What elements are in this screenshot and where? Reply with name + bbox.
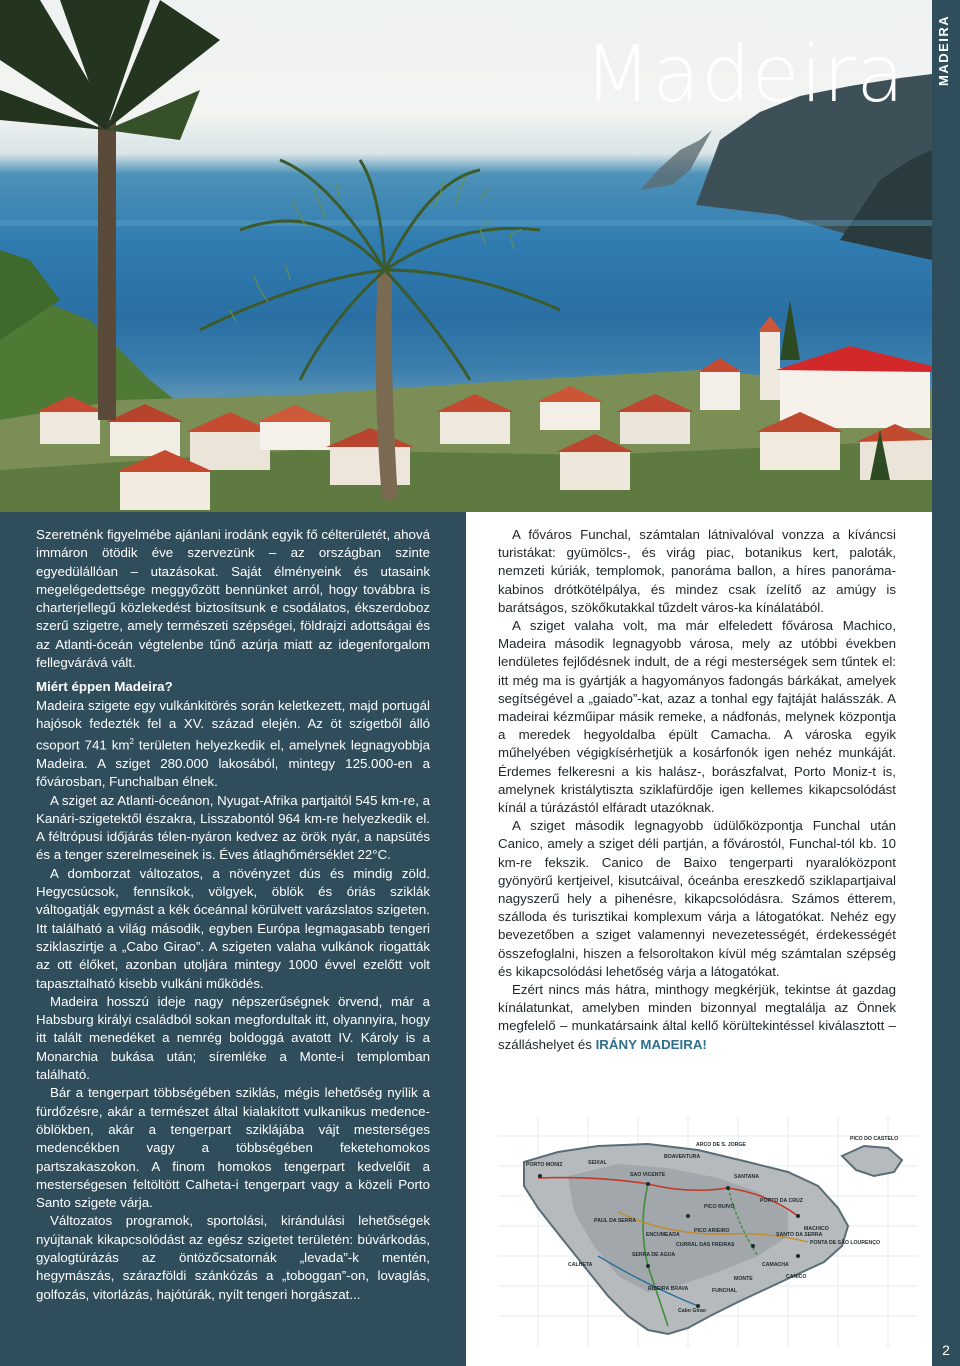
map-label-monte: MONTE [734,1276,753,1282]
map-label-boaventura: BOAVENTURA [664,1154,701,1160]
map-label-serra-de-agua: SERRA DE AGUA [632,1252,676,1258]
right-paragraph-2: A sziget valaha volt, ma már elfeledett fővárosa Machico, Madeira második legnagyobb városa, mely az utóbbi években lendületes fejlődésnek indult, de a régi mesterségek sem tűntek el: itt még ma is gyártják a hagyományos fadongás bárkákat, amelyek segítségével a „gaiado”-kat, azaz a tonhal egy fajtáját halásszák. A madeirai kézműipar másik remeke, a nádfonás, melynek központja a meredek hegyoldalba épült Camacha. A városka egyik műhelyében végigkísérhetjük a kosárfonók igen nehéz munkáját. Érdemes felkeresni a kis halász-, borászfalvat, Porto Moniz-t is, amelynek kristálytiszta sziklafürdője igen kellemes kikapcsolódást kínál a túrázástól elfáradt utazóknak. [498,618,896,816]
map-label-curral-das-freiras: CURRAL DAS FREIRAS [676,1242,735,1248]
right-paragraph-1: A főváros Funchal, számtalan látnivalóval vonzza a kíváncsi turistákat: gyümölcs-, és virág piac, botanikus kert, paloták, nemzeti kúriák, templomok, panoráma ballon, a híres panoráma-kabinos drótkötélpálya, és mindez csak ízelítő az amúgy is barátságos, szökőkutakkal tűzdelt város-ka kínálatából. [498,527,896,615]
left-column-text [36,526,430,1304]
right-column-text [498,526,896,1054]
map-label-pico-do-castelo: PICO DO CASTELO [850,1136,899,1142]
closing-highlight: IRÁNY MADEIRA! [595,1036,707,1052]
left-p1-text-a: Madeira szigete egy vulkánkitörés során keletkezett, majd portugál hajósok fedezték fel a XV. század elején. Az öt szigetből álló csoport 741 km [36,697,430,753]
left-paragraph-6: Változatos programok, sportolási, kirándulási lehetőségek nyújtanak kikapcsolódást az egész szigetet területén: búvárkodás, gyalogtúrázás az öntözőcsatornák „levada”-k mentén, hegymászás, szárazföldi szánkózás a „toboggan”-on, lovaglás, golfozás, vitorlázás, hajótúrák, nyílt tengeri horgászat... [36,1213,430,1302]
map-label-calheta: CALHETA [568,1262,593,1268]
left-paragraph-3: A domborzat változatos, a növényzet dús és mindig zöld. Hegycsúcsok, fennsíkok, völgyek, öblök és óriás sziklák váltogatják egymást a kék óceánnal körülvett varázslatos szigeten. Itt található a világ második, egyben Európa legmagasabb tengeri sziklaszirtje a „Cabo Girao”. A szigeten valaha vulkánok riogatták az ott élőket, azonban utoljára mintegy 1000 évvel ezelőtt volt tapasztalható kisebb vulkáni működés. [36,865,430,991]
left-text-panel [0,512,466,1366]
map-label-pico-arieiro: PICO ARIEIRO [694,1228,730,1234]
map-label-encumeada: ENCUMEADA [646,1232,680,1238]
side-strip [932,0,960,1366]
island-map-svg [498,1116,918,1348]
left-paragraph-2: A sziget az Atlanti-óceánon, Nyugat-Afrika partjaitól 545 km-re, a Kanári-szigetektől északra, Lisszabontól 964 km-re helyezkedik el. A féltrópusi időjárás télen-nyáron kedvez az örök nyár, a napsütés és a tenger szerelmeseinek is. Éves átlaghőmérséklet 22°C. [36,792,430,863]
map-label-camacha: CAMACHA [762,1262,789,1268]
map-label-machico: MACHICO [804,1226,829,1232]
page-number: 2 [942,1342,950,1358]
page-title: Madeira [584,30,906,120]
map-label-porto-da-cruz: PORTO DA CRUZ [760,1198,803,1204]
map-label-canico: CANICO [786,1274,807,1280]
map-label-ponta-sao-lourenco: PONTA DE SÃO LOURENÇO [810,1240,881,1246]
intro-paragraph: Szeretnénk figyelmébe ajánlani irodánk egyik fő célterületét, ahová immáron ötödik éve szervezünk – az országban szinte egyedülállóan – utazásokat. Saját élményeink és utasaink megelégedettsége meggyőzött bennünket arról, hogy továbbra is charterjellegű közlekedést biztosítsunk e csodálatos, ékszerdoboz szerű szigetre, amely természeti szépségei, földrajzi adottságai és az Atlanti-óceán végtelenbe tűnő azúrja miatt az idegenforgalom fellegvárává vált. [36,527,430,671]
closing-text: Ezért nincs más hátra, minthogy megkérjük, tekintse át gazdag kínálatunkat, amelyben minden bizonnyal megtalálja az Önnek megfelelő – munkatársaink által kellő körültekintéssel kiválasztott – szálláshelyet és [498,982,896,1052]
section-label: MADEIRA [936,14,951,86]
map-label-pico-ruivo: PICO RUIVO [704,1204,735,1210]
map-label-arco-sao-jorge: ARCO DE S. JORGE [696,1142,746,1148]
left-p1-superscript: 2 [129,737,134,747]
map-label-funchal: FUNCHAL [712,1288,738,1294]
map-label-cabo-girao: Cabo Girao [678,1308,706,1314]
right-paragraph-closing [498,981,896,1054]
left-paragraph-1 [36,697,430,792]
map-label-santana: SANTANA [734,1174,759,1180]
madeira-map [498,1116,918,1348]
why-madeira-heading: Miért éppen Madeira? [36,679,173,695]
left-paragraph-4: Madeira hosszú ideje nagy népszerűségnek örvend, már a Habsburg királyi családból sokan megfordultak itt, olyannyira, hogy itt talált menedéket a nemrég boldoggá avatott IV. Károly is a Monarchia bukása után; síremléke a Monte-i templomban található. [36,993,430,1083]
map-label-sao-vicente: SAO VICENTE [630,1172,666,1178]
map-label-seixal: SEIXAL [588,1160,607,1166]
left-paragraph-5: Bár a tengerpart többségében sziklás, mégis lehetőség nyílik a fürdőzésre, akár a természet által kialakított vulkanikus medence-öblökben, akár a tengerpart sziklájába vájt mesterséges medencékben vagy a többségében feketehomokos partszakaszokon. A finom homokos tengerpart kedvelőit a mesterségesen feltöltött Calheta-i tengerpart vagy a közeli Porto Santo szigete várja. [36,1085,430,1211]
map-label-paul-da-serra: PAUL DA SERRA [594,1218,636,1224]
map-label-porto-moniz: PORTO MONIZ [526,1162,563,1168]
map-label-ribeira-brava: RIBEIRA BRAVA [648,1286,689,1292]
left-p1-text-b: területen helyezkedik el, amelynek legnagyobbja Madeira. A sziget 280.000 lakosából, mintegy 125.000-en a fővárosban, Funchalban élnek. [36,737,431,790]
hero-photo [0,0,932,512]
right-paragraph-3: A sziget második legnagyobb üdülőközpontja Funchal után Canico, amely a sziget déli partján, a fővárostól, Funchal-tól kb. 10 km-re fekszik. Canico de Baixo tengerparti nyaralóközpont gyönyörű kertjeivel, kisutcáival, óceánba ereszkedő sziklapartjaival nagyszerű hely a pihenésre, kikapcsolódásra. Számos étterem, szálloda és turisztikai komplexum várja a látogatókat. Nehéz egy bevezetőben a sziget valamennyi nevezetességét, érdekességét összefoglalni, hiszen a felsoroltakon kívül még számtalan szépség és kikapcsolódási lehetőség várja a látogatókat. [498,818,896,979]
map-label-santo-da-serra: SANTO DA SERRA [776,1232,823,1238]
